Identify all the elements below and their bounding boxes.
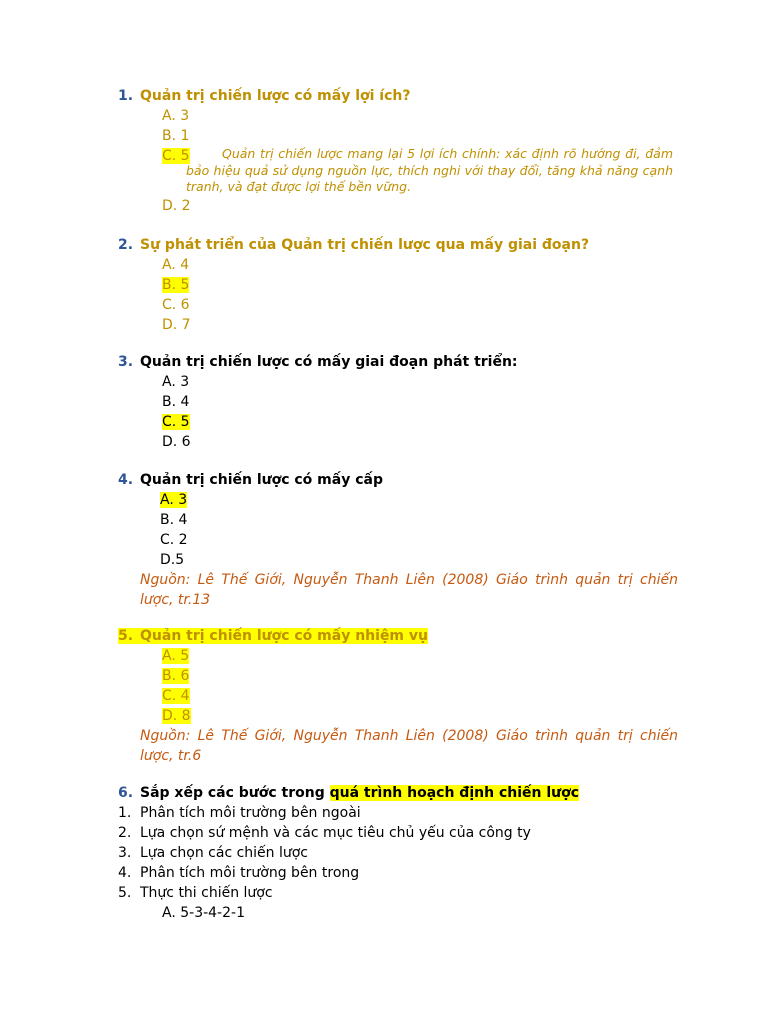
option-b: B. 4: [162, 394, 190, 410]
option-c: C. 6: [162, 297, 190, 313]
option-d: D. 6: [162, 434, 191, 450]
source-citation: Nguồn: Lê Thế Giới, Nguyễn Thanh Liên (2008) Giáo trình quản trị chiến lược, tr.6: [140, 728, 678, 764]
option-b: B. 1: [162, 128, 190, 144]
option-b: B. 4: [160, 512, 188, 528]
question-text: Sắp xếp các bước trong: [140, 785, 330, 801]
option-a-answer: A. 3: [160, 492, 188, 508]
option-d: D. 2: [162, 198, 191, 214]
option-d: D.5: [160, 552, 185, 568]
question-5: [118, 626, 678, 766]
question-number-highlight: [118, 628, 428, 644]
option-c: C. 2: [160, 532, 188, 548]
option-a: A. 4: [162, 257, 190, 273]
option-c-answer: C. 4: [162, 688, 190, 704]
question-number: 2.: [118, 237, 134, 253]
option-a: A. 5-3-4-2-1: [162, 905, 245, 921]
answer-explanation: Quản trị chiến lược mang lại 5 lợi ích chính: xác định rõ hướng đi, đảm bảo hiệu quả sử dụng nguồn lực, thích nghi với thay đổi, tăng khả năng cạnh tranh, và đạt được lợi thế bền vững.: [186, 146, 673, 194]
list-item: 4. Phân tích môi trường bên trong: [118, 865, 360, 881]
step-list: [118, 803, 678, 903]
option-d-answer: D. 8: [162, 708, 191, 724]
option-a: A. 3: [162, 374, 190, 390]
option-c-answer: C. 5: [162, 414, 190, 430]
option-b-answer: B. 5: [162, 277, 190, 293]
question-3: [118, 352, 678, 452]
list-item: 3. Lựa chọn các chiến lược: [118, 845, 309, 861]
list-item: 5. Thực thi chiến lược: [118, 885, 273, 901]
question-4: [118, 470, 678, 610]
question-number: 1.: [118, 88, 134, 104]
question-text: Sự phát triển của Quản trị chiến lược qua mấy giai đoạn?: [140, 237, 590, 253]
option-a: A. 3: [162, 108, 190, 124]
source-citation: Nguồn: Lê Thế Giới, Nguyễn Thanh Liên (2008) Giáo trình quản trị chiến lược, tr.13: [140, 572, 678, 608]
option-a-answer: A. 5: [162, 648, 190, 664]
question-number: 4.: [118, 472, 134, 488]
option-c-answer: C. 5: [162, 148, 190, 164]
question-number: 5.: [118, 628, 134, 644]
question-text-highlight: quá trình hoạch định chiến lược: [329, 785, 580, 801]
question-text: Quản trị chiến lược có mấy lợi ích?: [140, 88, 411, 104]
option-b-answer: B. 6: [162, 668, 190, 684]
option-d: D. 7: [162, 317, 191, 333]
question-6: [118, 783, 678, 923]
question-text: Quản trị chiến lược có mấy giai đoạn phát triển:: [140, 354, 518, 370]
question-text: Quản trị chiến lược có mấy nhiệm vụ: [140, 628, 428, 644]
question-2: [118, 235, 678, 335]
list-item: 1. Phân tích môi trường bên ngoài: [118, 805, 361, 821]
list-item: 2. Lựa chọn sứ mệnh và các mục tiêu chủ yếu của công ty: [118, 825, 531, 841]
question-number: 3.: [118, 354, 134, 370]
question-1: [118, 86, 678, 146]
question-text: Quản trị chiến lược có mấy cấp: [140, 472, 383, 488]
question-number: 6.: [118, 785, 134, 801]
